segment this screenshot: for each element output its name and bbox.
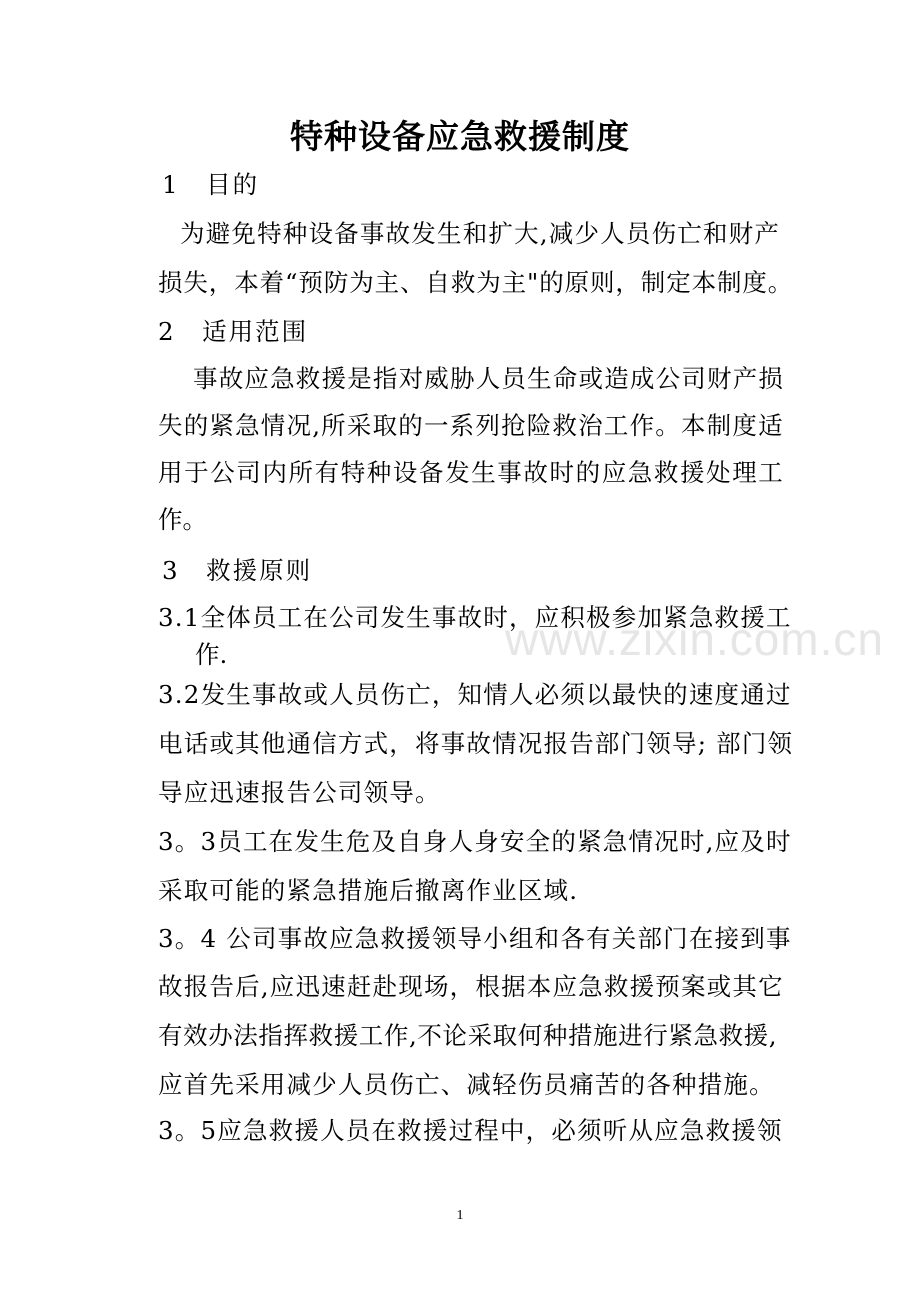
paragraph-line: 为避免特种设备事故发生和扩大,减少人员伤亡和财产 bbox=[180, 219, 781, 248]
clause-line: 应首先采用减少人员伤亡、减轻伤员痛苦的各种措施。 bbox=[158, 1070, 775, 1099]
clause-line: 3。4 公司事故应急救援领导小组和各有关部门在接到事 bbox=[158, 924, 792, 953]
section-heading-principles: 3 救援原则 bbox=[162, 556, 313, 585]
clause-line: 3.1全体员工在公司发生事故时，应积极参加紧急救援工 bbox=[158, 603, 792, 632]
paragraph-line: 损失，本着“预防为主、自救为主"的原则，制定本制度。 bbox=[158, 268, 794, 297]
clause-line: 有效办法指挥救援工作,不论采取何种措施进行紧急救援, bbox=[158, 1021, 778, 1050]
section-heading-scope: 2 适用范围 bbox=[158, 317, 309, 346]
clause-line: 电话或其他通信方式，将事故情况报告部门领导; 部门领 bbox=[158, 729, 794, 758]
paragraph-line: 失的紧急情况,所采取的一系列抢险救治工作。本制度适 bbox=[158, 411, 784, 440]
paragraph-line: 用于公司内所有特种设备发生事故时的应急救援处理工 bbox=[158, 458, 785, 487]
document-title: 特种设备应急救援制度 bbox=[290, 117, 630, 156]
clause-line: 3。5应急救援人员在救援过程中，必须听从应急救援领 bbox=[158, 1116, 783, 1145]
page-number: 1 bbox=[456, 1208, 464, 1223]
paragraph-line: 事故应急救援是指对威胁人员生命或造成公司财产损 bbox=[193, 364, 785, 393]
clause-line: 作. bbox=[195, 640, 228, 669]
clause-line: 故报告后,应迅速赶赴现场，根据本应急救援预案或其它 bbox=[158, 972, 784, 1001]
watermark: www.zixin.com.cn bbox=[505, 613, 884, 665]
section-heading-purpose: 1 目的 bbox=[162, 170, 260, 199]
clause-line: 3。3员工在发生危及自身人身安全的紧急情况时,应及时 bbox=[158, 827, 792, 856]
clause-line: 采取可能的紧急措施后撤离作业区域. bbox=[158, 876, 579, 905]
paragraph-line: 作。 bbox=[158, 505, 207, 534]
clause-line: 3.2发生事故或人员伤亡，知情人必须以最快的速度通过 bbox=[158, 680, 792, 709]
clause-line: 导应迅速报告公司领导。 bbox=[158, 778, 441, 807]
